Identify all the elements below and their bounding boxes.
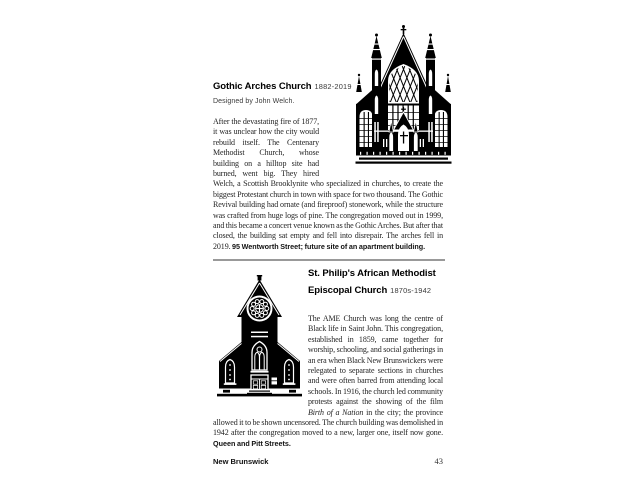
film-title: Birth of a Nation xyxy=(308,407,364,417)
page-number: 43 xyxy=(434,456,443,466)
entry-header-st-philips xyxy=(308,268,453,298)
section-divider-rule xyxy=(213,259,445,261)
entry-dates: 1882-2019 xyxy=(314,82,352,91)
address-tag: 95 Wentworth Street; future site of an apartment building. xyxy=(232,241,426,251)
body-text: The AME Church was long the centre of Black life in Saint John. This congregation, established in 1859, came together for worship, schooling, and social gatherings in an era when Black New Brunswickers were relegated to separate sections in churches and were often barred from attending local schools. In 1916, the church led community protests against the showing of the film xyxy=(308,314,443,407)
entry-byline: Designed by John Welch. xyxy=(213,98,295,105)
entry-title: Gothic Arches Church xyxy=(213,81,312,92)
entry-title-line1: St. Philip's African Methodist xyxy=(308,268,436,279)
body-text: in the city; the province allowed it to be shown uncensored. The church building was demolished in 1942 after the congregation moved to a new, larger one, itself now gone. xyxy=(213,407,443,438)
address-tag: Queen and Pitt Streets. xyxy=(213,438,291,448)
text-wrap-spacer xyxy=(319,117,443,179)
text-wrap-spacer xyxy=(213,314,308,418)
body-text: After the devastating fire of 1877, it was unclear how the city would rebuild itself. The Centenary Methodist Church, whose building on a hilltop site had burned, went big. They hired Welch, a Scottish Brooklynite who specialized in churches, to create the biggest Protestant church in town with space for two thousand. The Gothic Revival building had ornate (and fireproof) stonework, while the structure was crafted from huge logs of pine. The congregation moved out in 1999, and this became a concert venue known as the Gothic Arches. But after that closed, the building sat empty and fell into disrepair. The arches fell in 2019. xyxy=(213,117,443,251)
running-head: New Brunswick xyxy=(213,457,269,466)
entry-dates: 1870s-1942 xyxy=(390,285,432,295)
entry-title-line2: Episcopal Church xyxy=(308,284,388,296)
page-footer xyxy=(213,456,443,466)
entry-header-gothic-arches xyxy=(213,76,423,105)
entry-body-st-philips xyxy=(213,314,443,449)
entry-body-gothic-arches xyxy=(213,117,443,252)
